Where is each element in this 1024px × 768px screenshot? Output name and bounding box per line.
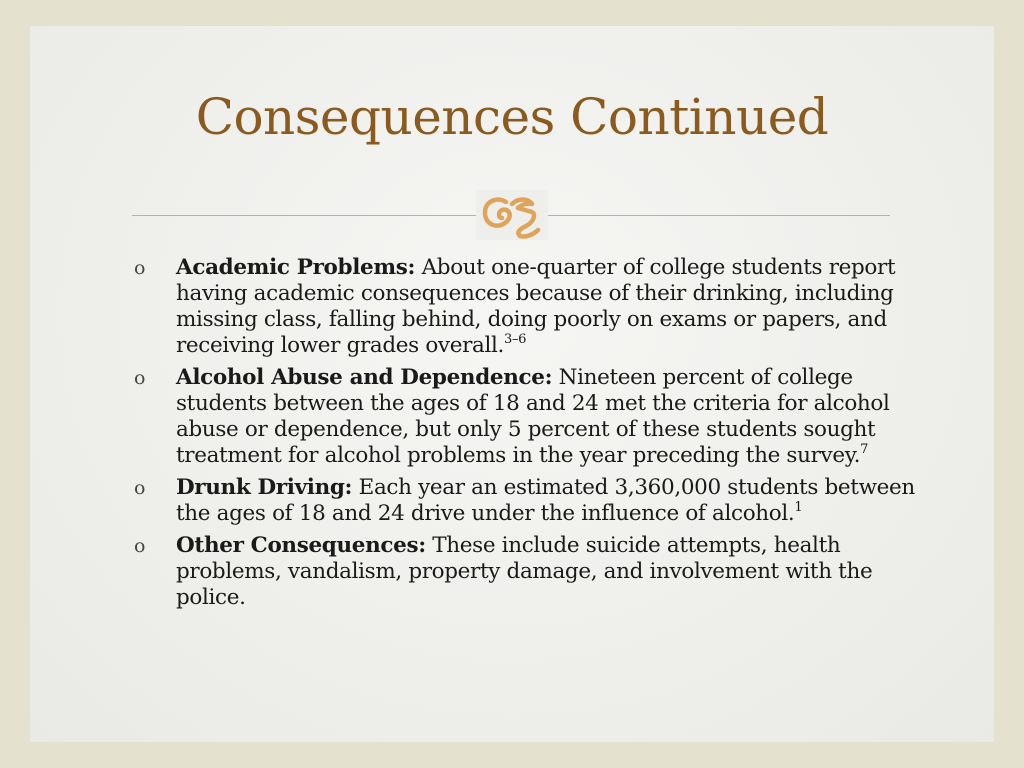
bullet-marker: o	[134, 257, 146, 279]
bullet-text: Nineteen percent of college students between the ages of 18 and 24 met the criteria for alcohol abuse or dependence, but only 5 percent of these students sought treatment for alcohol problems in the year preceding the survey.	[176, 365, 890, 468]
bullet-list	[134, 255, 934, 617]
bullet-other-consequences	[134, 533, 934, 611]
slide-title: Consequences Continued	[195, 88, 829, 146]
bullet-drunk-driving	[134, 475, 934, 527]
bullet-marker: o	[134, 477, 146, 499]
bullet-label: Other Consequences:	[176, 533, 426, 558]
bullet-label: Academic Problems:	[176, 255, 416, 280]
bullet-academic-problems	[134, 255, 934, 359]
reference-superscript: 7	[860, 442, 869, 457]
reference-superscript: 1	[794, 500, 803, 515]
bullet-text: Each year an estimated 3,360,000 students between the ages of 18 and 24 drive under the influence of alcohol.	[176, 475, 915, 526]
bullet-marker: o	[134, 367, 146, 389]
bullet-text: These include suicide attempts, health problems, vandalism, property damage, and involvement with the police.	[176, 533, 873, 610]
bullet-text: About one-quarter of college students report having academic consequences because of their drinking, including missing class, falling behind, doing poorly on exams or papers, and receiving lower grades overall.	[176, 255, 896, 358]
bullet-label: Alcohol Abuse and Dependence:	[176, 365, 553, 390]
bullet-label: Drunk Driving:	[176, 475, 353, 500]
bullet-marker: o	[134, 535, 146, 557]
bullet-alcohol-abuse	[134, 365, 934, 469]
swirl-ornament-icon	[476, 190, 548, 240]
reference-superscript: 3–6	[504, 332, 527, 347]
